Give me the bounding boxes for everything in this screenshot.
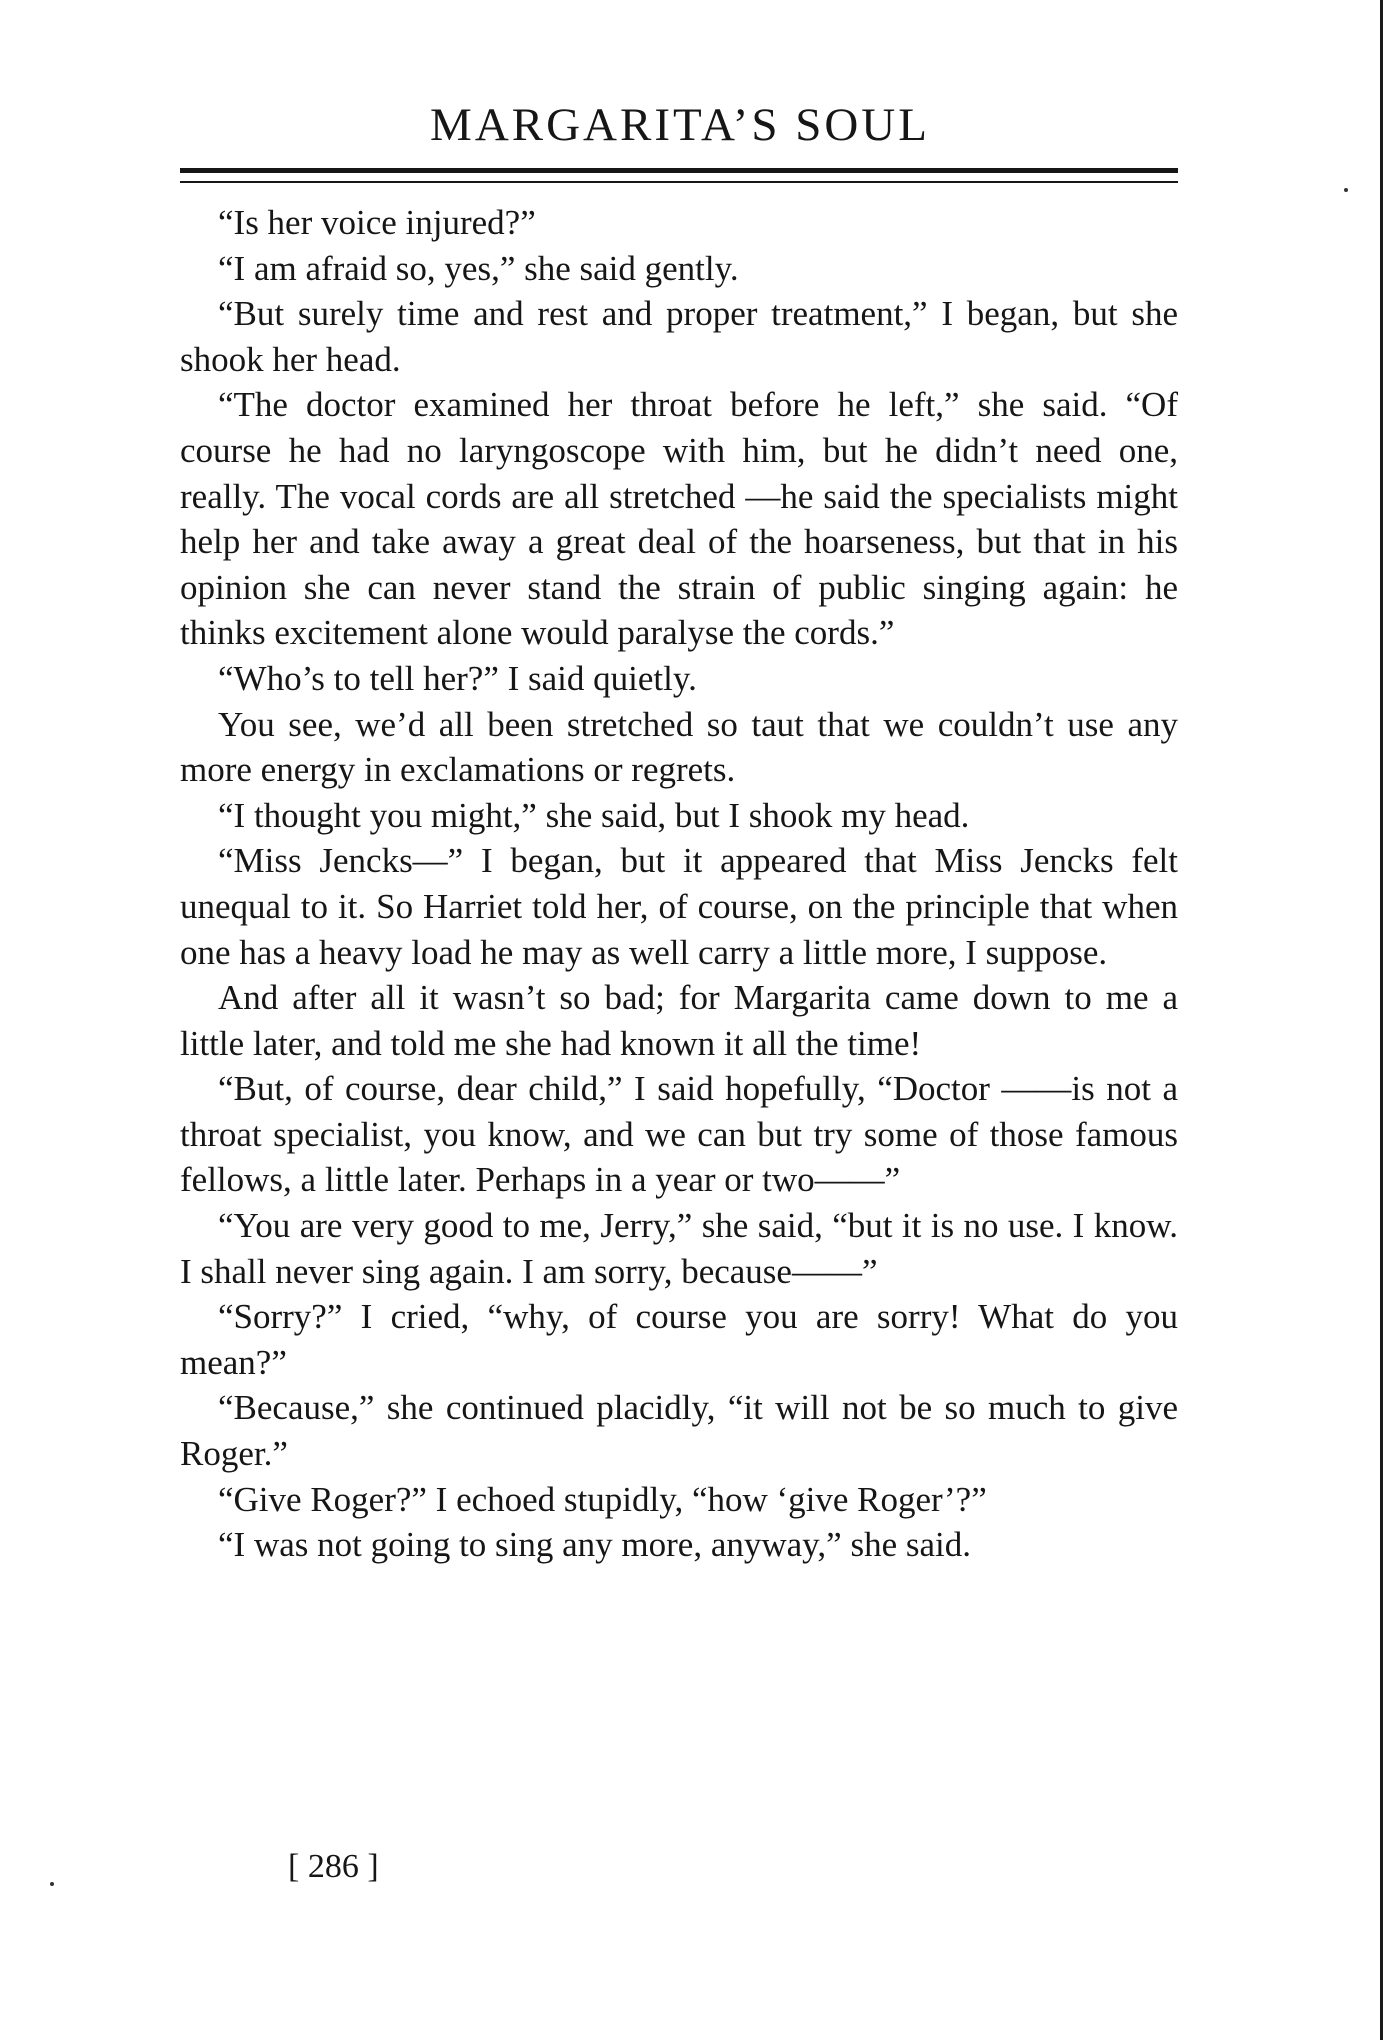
scan-speck: [1344, 188, 1348, 192]
page-number: [ 286 ]: [288, 1848, 379, 1885]
paragraph: “You are very good to me, Jerry,” she said, “but it is no use. I know. I shall never sing again. I am sorry, because——”: [180, 1206, 1178, 1291]
paragraph: “Sorry?” I cried, “why, of course you are sorry! What do you mean?”: [180, 1297, 1178, 1382]
running-head: MARGARITA’S SOUL: [430, 99, 930, 151]
paragraph: “Who’s to tell her?” I said quietly.: [218, 658, 697, 698]
header-rule-thick: [180, 168, 1178, 173]
paragraph: “Because,” she continued placidly, “it will not be so much to give Roger.”: [180, 1388, 1178, 1474]
body-text: [180, 200, 1178, 1568]
paragraph: “But, of course, dear child,” I said hopefully, “Doctor ——is not a throat specialist, you know, and we can but try some of those famous fellows, a little later. Perhaps in a year or two——”: [180, 1069, 1178, 1200]
paragraph: You see, we’d all been stretched so taut that we couldn’t use any more energy in exclamations or regrets.: [180, 704, 1178, 790]
paragraph: “Is her voice injured?”: [218, 203, 536, 242]
paragraph: “I thought you might,” she said, but I shook my head.: [218, 795, 970, 835]
scan-speck: [50, 1882, 54, 1886]
paragraph: And after all it wasn’t so bad; for Margarita came down to me a little later, and told me she had known it all the time!: [180, 978, 1178, 1063]
paragraph: “But surely time and rest and proper treatment,” I began, but she shook her head.: [180, 294, 1178, 379]
header-rule-thin: [180, 181, 1178, 183]
paragraph: “Give Roger?” I echoed stupidly, “how ‘give Roger’?”: [218, 1479, 987, 1519]
paragraph: “Miss Jencks—” I began, but it appeared that Miss Jencks felt unequal to it. So Harriet told her, of course, on the principle that when one has a heavy load he may as well carry a little more, I suppose.: [180, 841, 1178, 972]
paragraph: “I am afraid so, yes,” she said gently.: [218, 248, 739, 288]
paragraph: “I was not going to sing any more, anyway,” she said.: [218, 1525, 971, 1565]
paragraph: “The doctor examined her throat before he left,” she said. “Of course he had no laryngoscope with him, but he didn’t need one, really. The vocal cords are all stretched —he said the specialists might help her and take away a great deal of the hoarseness, but that in his opinion she can never stand the strain of public singing again: he thinks excitement alone would paralyse the cords.”: [180, 385, 1178, 653]
